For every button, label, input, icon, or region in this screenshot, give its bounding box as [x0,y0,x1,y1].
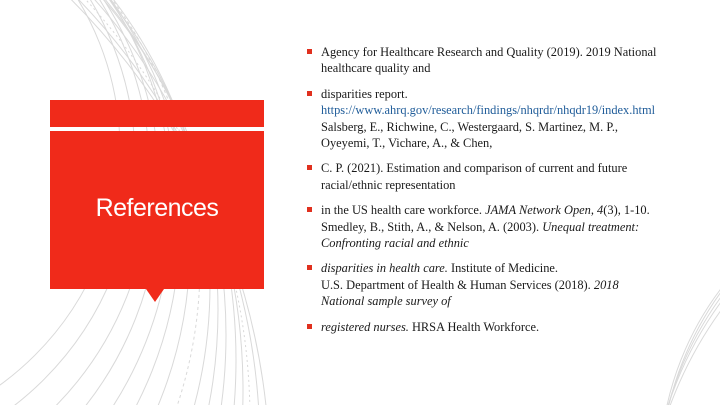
reference-text: racial/ethnic representation [321,177,456,192]
journal-title: JAMA Network Open, 4 [485,203,604,218]
references-list [304,44,684,344]
slide-title: References [95,193,219,222]
square-bullet-icon [307,165,312,170]
book-title: disparities in health care. [321,261,448,276]
reference-item [304,260,684,309]
reference-line [321,219,684,235]
reference-item [304,319,684,335]
title-accent-strip [50,100,264,127]
reference-url-link[interactable]: https://www.ahrq.gov/research/findings/nhqrdr/nhqdr19/index.html [321,103,656,118]
reference-text: (3), 1-10. [603,203,650,218]
reference-text: Agency for Healthcare Research and Quality (2019). 2019 National [321,45,657,59]
reference-line [321,277,684,293]
title-box [50,131,264,289]
square-bullet-icon [307,49,312,54]
reference-text: U.S. Department of Health & Human Services (2018). [321,277,594,292]
report-title: National sample survey of [321,294,451,309]
reference-item [304,44,684,77]
square-bullet-icon [307,265,312,270]
reference-text: C. P. (2021). Estimation and comparison of current and future [321,161,628,176]
square-bullet-icon [307,91,312,96]
reference-text: HRSA Health Workforce. [408,319,540,334]
reference-text: Oyeyemi, T., Vichare, A., & Chen, [321,136,493,151]
reference-text: Institute of Medicine. [447,261,559,276]
report-title: 2018 [593,277,619,292]
reference-text: healthcare quality and [321,61,431,76]
reference-text: disparities report. [321,86,408,101]
reference-text: Smedley, B., Stith, A., & Nelson, A. (2003). [321,219,543,234]
reference-item [304,160,684,193]
reference-text: in the US health care workforce. [321,203,486,218]
title-pointer [146,289,164,302]
report-title: registered nurses. [321,319,409,334]
reference-line [321,319,684,335]
book-title: Confronting racial and ethnic [321,236,469,251]
reference-item [304,86,684,152]
reference-item [304,202,684,251]
reference-line [321,260,684,276]
reference-line [321,202,684,218]
reference-text: Salsberg, E., Richwine, C., Westergaard, S. Martinez, M. P., [321,119,619,134]
square-bullet-icon [307,207,312,212]
book-title: Unequal treatment: [542,219,640,234]
square-bullet-icon [307,324,312,329]
